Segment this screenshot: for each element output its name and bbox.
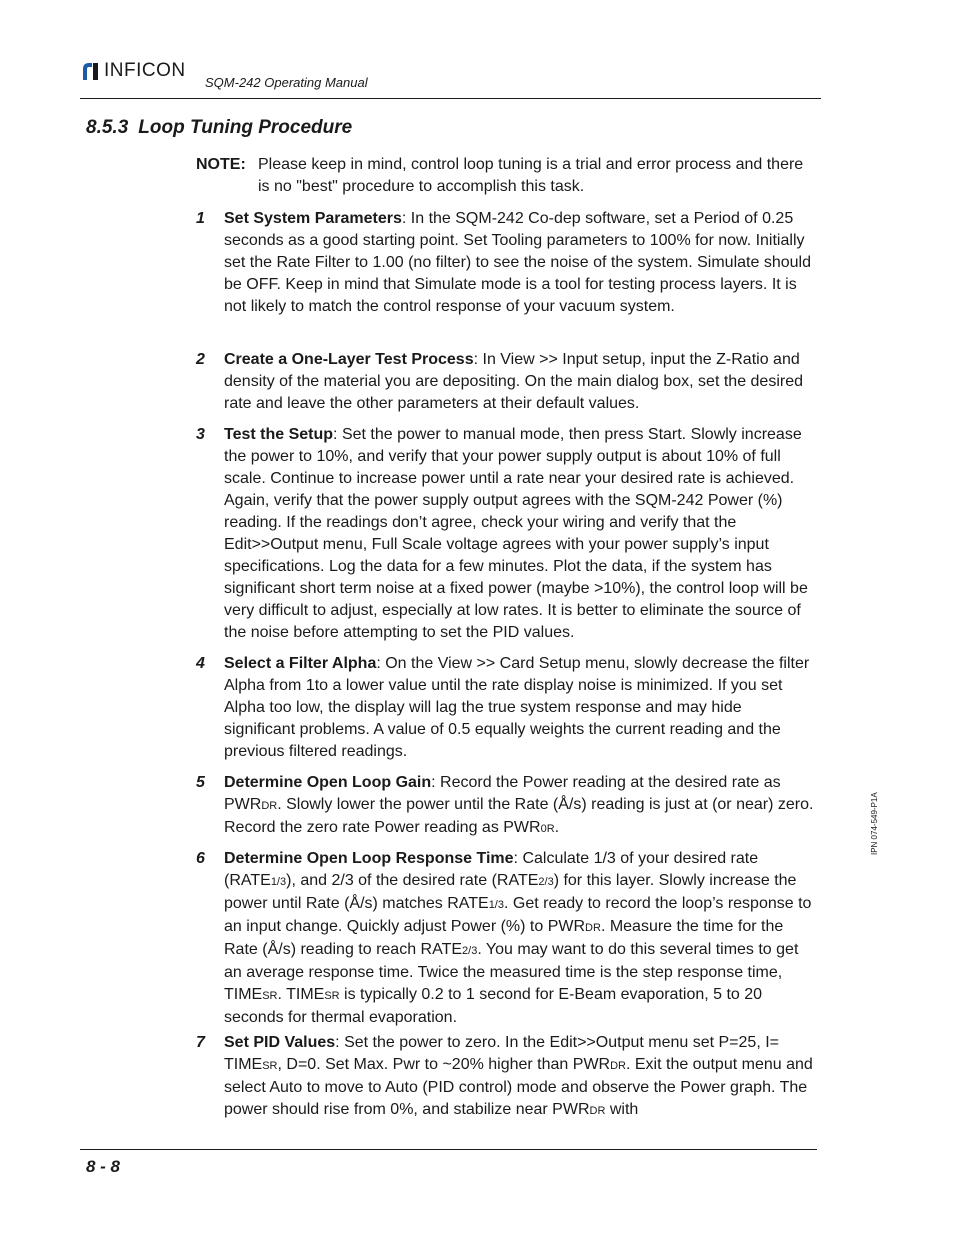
step-number: 5: [196, 774, 205, 791]
step-text: : Set the power to manual mode, then press Start. Slowly increase the power to 10%, and verify that your power supply output is about 10% of full scale. Continue to increase power until a rate near your desired rate is achieved. Again, verify that the power supply output agrees with the SQM-242 Power (%) reading. If the readings don’t agree, check your wiring and verify that the Edit>>Output menu, Full Scale voltage agrees with your power supply’s input specifications. Log the data for a few minutes. Plot the data, if the system has significant short term noise at a fixed power (maybe >10%), the control loop will be very difficult to adjust, especially at low rates. It is better to eliminate the source of the noise before attempting to set the PID values.: [224, 426, 808, 641]
ipn-code: IPN 074-549-P1A: [870, 792, 879, 855]
step-title: Select a Filter Alpha: [224, 655, 377, 672]
step-text: . You may want to do this several times to get an average response time. Twice the measured time is the step response time, TIME: [224, 941, 799, 1003]
step-text: : Calculate 1/3 of your desired rate (RATE: [224, 850, 759, 889]
step-text: . Exit the output menu and select Auto to move to Auto (PID control) mode and observe the Power graph. The power should rise from 0%, and stabilize near PWR: [224, 1056, 813, 1118]
subscript: DR: [589, 1105, 606, 1117]
step-body: [224, 424, 816, 644]
step-body: [224, 349, 816, 415]
footer-rule: [80, 1149, 817, 1150]
subscript: SR: [324, 990, 340, 1002]
subscript: SR: [262, 990, 278, 1002]
step-text: . TIME: [277, 986, 325, 1003]
step-body: [224, 772, 816, 840]
step-text: . Slowly lower the power until the Rate (Å/s) reading is just at (or near) zero. Record the zero rate Power reading as PWR: [224, 796, 814, 836]
step-title: Set PID Values: [224, 1034, 336, 1051]
step-title: Test the Setup: [224, 426, 334, 443]
step-text: .: [554, 819, 560, 836]
step-title: Set System Parameters: [224, 210, 402, 227]
step-number: 1: [196, 210, 205, 227]
step-text: : Record the Power reading at the desired rate as PWR: [224, 774, 781, 813]
step-7: [196, 1032, 816, 1122]
step-1: [196, 208, 816, 318]
section-heading: [86, 117, 352, 139]
step-number: 6: [196, 850, 205, 867]
subscript: 1/3: [488, 899, 504, 911]
subscript: 0R: [540, 823, 555, 835]
step-5: [196, 772, 816, 840]
step-3: [196, 424, 816, 644]
subscript: DR: [610, 1060, 626, 1072]
step-text: with: [605, 1101, 639, 1118]
manual-title: SQM-242 Operating Manual: [205, 75, 368, 90]
header-rule: [80, 98, 821, 99]
section-number: 8.5.3: [86, 117, 129, 138]
step-6: [196, 848, 816, 1029]
step-number: 7: [196, 1034, 205, 1051]
step-body: [224, 653, 816, 763]
page-number: 8 - 8: [86, 1157, 121, 1176]
step-text: ), and 2/3 of the desired rate (RATE: [286, 872, 539, 889]
step-number: 2: [196, 351, 205, 368]
step-body: [224, 1032, 816, 1122]
subscript: 2/3: [538, 876, 554, 888]
note-block: [196, 154, 816, 198]
step-text: is typically 0.2 to 1 second for E-Beam evaporation, 5 to 20 seconds for thermal evaporation.: [224, 986, 763, 1026]
step-number: 4: [196, 655, 205, 672]
note-label: NOTE:: [196, 156, 246, 173]
subscript: DR: [585, 922, 601, 934]
step-text: : Set the power to zero. In the Edit>>Output menu set P=25, I= TIME: [224, 1034, 779, 1073]
step-number: 3: [196, 426, 205, 443]
step-text: . Get ready to record the loop’s response to an input change. Quickly adjust Power (%) to PWR: [224, 895, 812, 935]
subscript: DR: [261, 800, 278, 812]
step-text: : In the SQM-242 Co-dep software, set a Period of 0.25 seconds as a good starting point. Set Tooling parameters to 100% for now. Initially set the Rate Filter to 1.00 (no filter) to see the noise of the system. Simulate should be OFF. Keep in mind that Simulate mode is a tool for testing process layers. It is not likely to match the control response of your vacuum system.: [224, 210, 811, 315]
step-title: Determine Open Loop Gain: [224, 774, 432, 791]
subscript: 2/3: [462, 945, 478, 957]
section-title: Loop Tuning Procedure: [138, 117, 353, 138]
step-text: , D=0. Set Max. Pwr to ~20% higher than PWR: [277, 1056, 611, 1073]
step-body: [224, 208, 816, 318]
step-body: [224, 848, 816, 1029]
inficon-logo: [80, 58, 186, 84]
step-text: : In View >> Input setup, input the Z-Ratio and density of the material you are depositing. On the main dialog box, set the desired rate and leave the other parameters at their default values.: [224, 351, 804, 412]
step-text: : On the View >> Card Setup menu, slowly decrease the filter Alpha from 1to a lower value until the rate display noise is minimized. If you set Alpha too low, the display will lag the true system response and may hide significant problems. A value of 0.5 equally weights the current reading and the previous filtered readings.: [224, 655, 810, 760]
logo-text: INFICON: [104, 60, 186, 81]
step-4: [196, 653, 816, 763]
inficon-logo-icon: [80, 60, 102, 82]
subscript: 1/3: [270, 876, 287, 888]
step-text: ) for this layer. Slowly increase the power until Rate (Å/s) matches RATE: [224, 872, 797, 912]
note-text: Please keep in mind, control loop tuning is a trial and error process and there is no "best" procedure to accomplish this task.: [258, 156, 804, 195]
step-text: . Measure the time for the Rate (Å/s) reading to reach RATE: [224, 918, 784, 958]
step-2: [196, 349, 816, 415]
step-title: Create a One-Layer Test Process: [224, 351, 474, 368]
step-title: Determine Open Loop Response Time: [224, 850, 514, 867]
subscript: SR: [262, 1060, 278, 1072]
